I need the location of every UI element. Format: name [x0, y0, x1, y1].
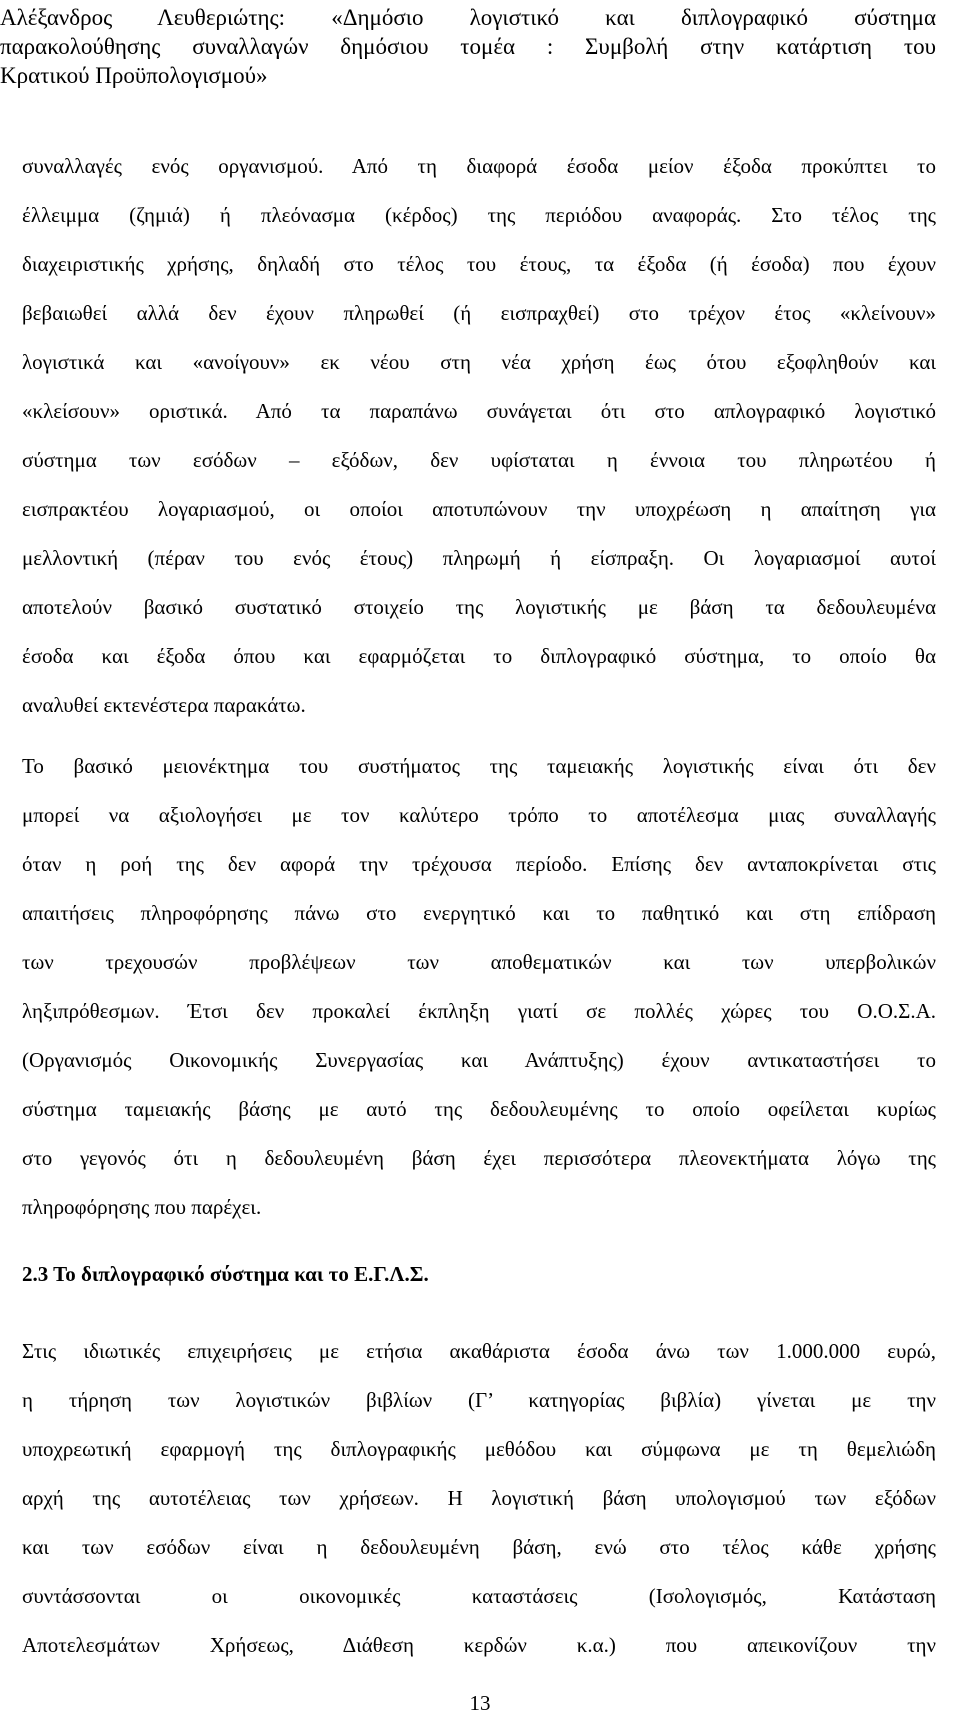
- text-line: ληξιπρόθεσμων. Έτσι δεν προκαλεί έκπληξη γιατί σε πολλές χώρες του Ο.Ο.Σ.Α.: [22, 999, 936, 1023]
- text-line: Στις ιδιωτικές επιχειρήσεις με ετήσια ακαθάριστα έσοδα άνω των 1.000.000 ευρώ,: [22, 1339, 936, 1363]
- text-line: βεβαιωθεί αλλά δεν έχουν πληρωθεί (ή εισπραχθεί) στο τρέχον έτος «κλείνουν»: [22, 301, 936, 325]
- text-line: η τήρηση των λογιστικών βιβλίων (Γ’ κατηγορίας βιβλία) γίνεται με την: [22, 1388, 936, 1412]
- text-line: υποχρεωτική εφαρμογή της διπλογραφικής μεθόδου και σύμφωνα με τη θεμελιώδη: [22, 1437, 936, 1461]
- text-line: έσοδα και έξοδα όπου και εφαρμόζεται το διπλογραφικό σύστημα, το οποίο θα: [22, 644, 936, 668]
- text-line: των τρεχουσών προβλέψεων των αποθεματικών και των υπερβολικών: [22, 950, 936, 974]
- paragraph-1: [22, 142, 936, 730]
- section-heading: 2.3 Το διπλογραφικό σύστημα και το Ε.Γ.Λ.Σ.: [22, 1262, 429, 1286]
- text-line: διαχειριστικής χρήσης, δηλαδή στο τέλος του έτους, τα έξοδα (ή έσοδα) που έχουν: [22, 252, 936, 276]
- text-line: σύστημα των εσόδων – εξόδων, δεν υφίσταται η έννοια του πληρωτέου ή: [22, 448, 936, 472]
- running-header: [0, 3, 936, 90]
- text-line: (Οργανισμός Οικονομικής Συνεργασίας και Ανάπτυξης) έχουν αντικαταστήσει το: [22, 1048, 936, 1072]
- text-line: όταν η ροή της δεν αφορά την τρέχουσα περίοδο. Επίσης δεν ανταποκρίνεται στις: [22, 852, 936, 876]
- text-line: έλλειμμα (ζημιά) ή πλεόνασμα (κέρδος) της περιόδου αναφοράς. Στο τέλος της: [22, 203, 936, 227]
- text-line: αρχή της αυτοτέλειας των χρήσεων. Η λογιστική βάση υπολογισμού των εξόδων: [22, 1486, 936, 1510]
- text-line: «κλείσουν» οριστικά. Από τα παραπάνω συνάγεται ότι στο απλογραφικό λογιστικό: [22, 399, 936, 423]
- page-number: 13: [469, 1691, 491, 1715]
- text-line: μπορεί να αξιολογήσει με τον καλύτερο τρόπο το αποτέλεσμα μιας συναλλαγής: [22, 803, 936, 827]
- text-line: εισπρακτέου λογαριασμού, οι οποίοι αποτυπώνουν την υποχρέωση η απαίτηση για: [22, 497, 936, 521]
- text-line: συντάσσονται οι οικονομικές καταστάσεις (Ισολογισμός, Κατάσταση: [22, 1584, 936, 1608]
- text-line: απαιτήσεις πληροφόρησης πάνω στο ενεργητικό και το παθητικό και στη επίδραση: [22, 901, 936, 925]
- running-header-line: Αλέξανδρος Λευθεριώτης: «Δημόσιο λογιστικό και διπλογραφικό σύστημα: [0, 5, 936, 30]
- running-header-line: παρακολούθησης συναλλαγών δημόσιου τομέα : Συμβολή στην κατάρτιση του: [0, 34, 936, 59]
- text-line: και των εσόδων είναι η δεδουλευμένη βάση, ενώ στο τέλος κάθε χρήσης: [22, 1535, 936, 1559]
- text-line: στο γεγονός ότι η δεδουλευμένη βάση έχει περισσότερα πλεονεκτήματα λόγω της: [22, 1146, 936, 1170]
- running-header-line: Κρατικού Προϋπολογισμού»: [0, 63, 268, 88]
- paragraph-3: [22, 1327, 936, 1670]
- text-line: μελλοντική (πέραν του ενός έτους) πληρωμή ή είσπραξη. Οι λογαριασμοί αυτοί: [22, 546, 936, 570]
- text-line: Το βασικό μειονέκτημα του συστήματος της ταμειακής λογιστικής είναι ότι δεν: [22, 754, 936, 778]
- text-line: σύστημα ταμειακής βάσης με αυτό της δεδουλευμένης το οποίο οφείλεται κυρίως: [22, 1097, 936, 1121]
- paragraph-2: [22, 742, 936, 1232]
- text-line: αναλυθεί εκτενέστερα παρακάτω.: [22, 693, 306, 717]
- text-line: πληροφόρησης που παρέχει.: [22, 1195, 262, 1219]
- text-line: συναλλαγές ενός οργανισμού. Από τη διαφορά έσοδα μείον έξοδα προκύπτει το: [22, 154, 936, 178]
- text-line: Αποτελεσμάτων Χρήσεως, Διάθεση κερδών κ.α.) που απεικονίζουν την: [22, 1633, 936, 1657]
- text-line: αποτελούν βασικό συστατικό στοιχείο της λογιστικής με βάση τα δεδουλευμένα: [22, 595, 936, 619]
- text-line: λογιστικά και «ανοίγουν» εκ νέου στη νέα χρήση έως ότου εξοφληθούν και: [22, 350, 936, 374]
